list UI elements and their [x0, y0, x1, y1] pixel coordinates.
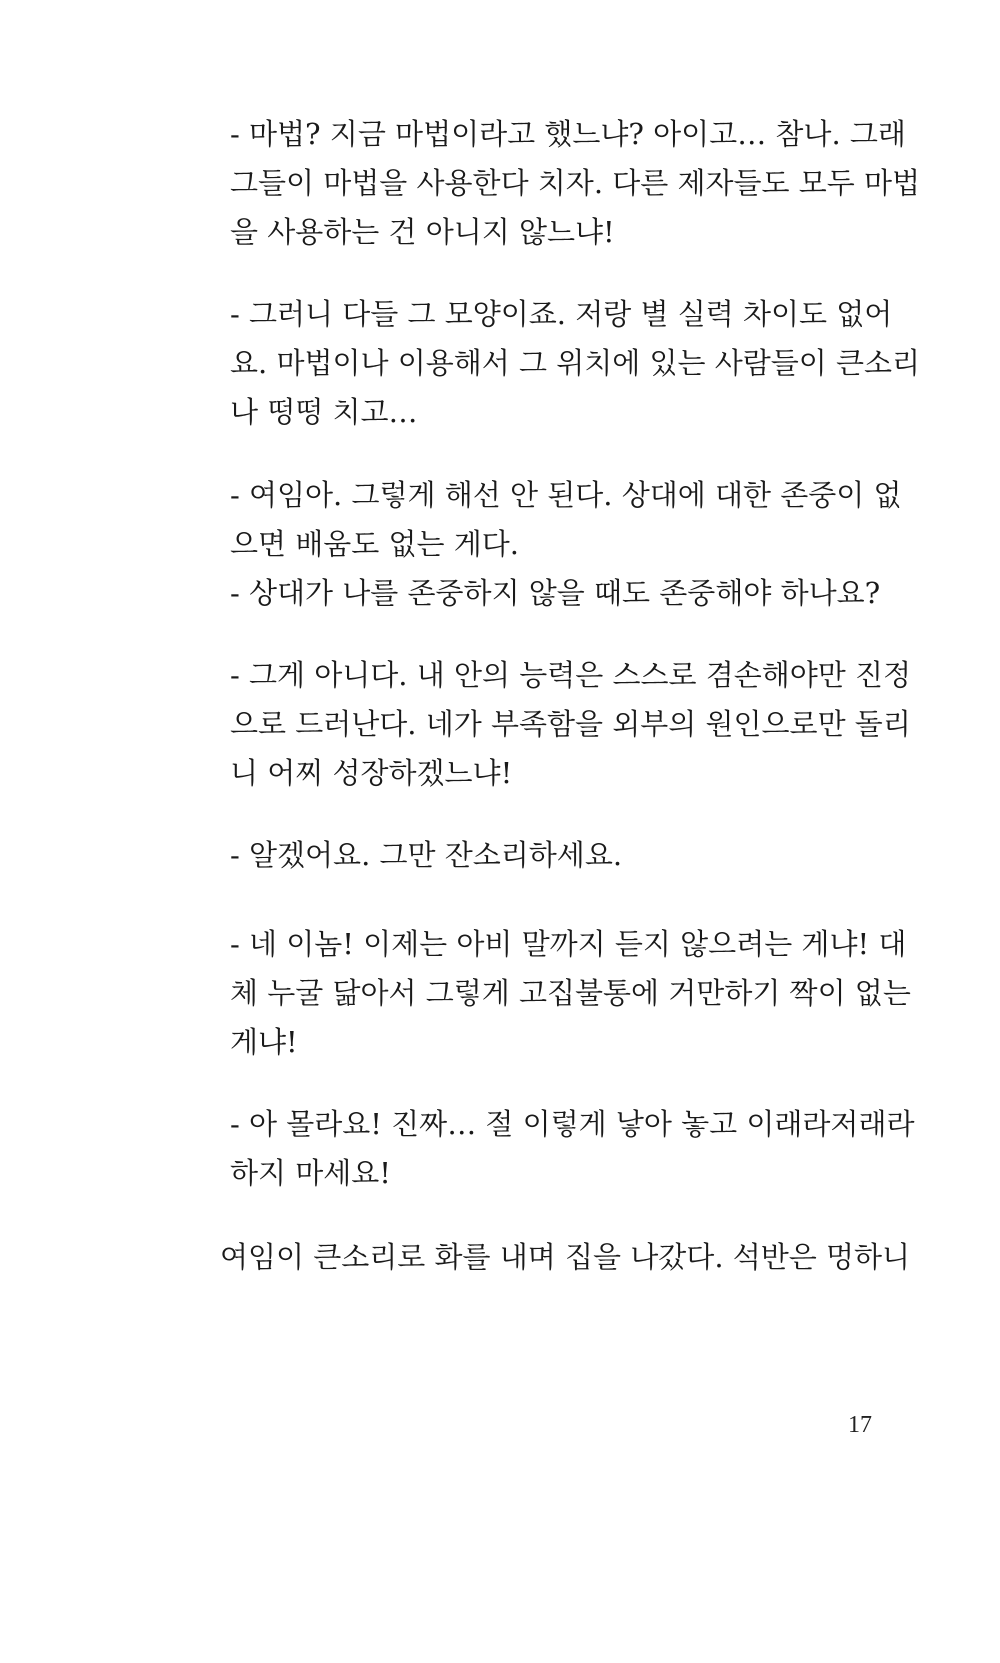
text-line: - 아 몰라요! 진짜… 절 이렇게 낳아 놓고 이래라저래라 — [230, 1107, 915, 1141]
paragraph-3 — [230, 471, 902, 618]
text-line: 나 떵떵 치고… — [230, 395, 418, 429]
paragraph-5 — [230, 831, 870, 880]
text-line: - 알겠어요. 그만 잔소리하세요. — [230, 838, 623, 872]
text-line: 하지 마세요! — [230, 1156, 391, 1190]
paragraph-8 — [220, 1233, 911, 1282]
paragraph-1 — [230, 110, 921, 257]
text-line: 여임이 큰소리로 화를 내며 집을 나갔다. 석반은 멍하니 — [220, 1240, 911, 1274]
text-line: - 네 이놈! 이제는 아비 말까지 듣지 않으려는 게냐! 대 — [230, 927, 907, 961]
paragraph-2 — [230, 290, 921, 437]
text-line: - 그게 아니다. 내 안의 능력은 스스로 겸손해야만 진정 — [230, 658, 912, 692]
text-line: 니 어찌 성장하겠느냐! — [230, 756, 513, 790]
text-line: - 마법? 지금 마법이라고 했느냐? 아이고… 참나. 그래 — [230, 117, 906, 151]
text-line: - 여임아. 그렇게 해선 안 된다. 상대에 대한 존중이 없 — [230, 478, 902, 512]
text-line: 으로 드러난다. 네가 부족함을 외부의 원인으로만 돌리 — [230, 707, 911, 741]
paragraph-4 — [230, 651, 912, 798]
text-line: - 그러니 다들 그 모양이죠. 저랑 별 실력 차이도 없어 — [230, 297, 893, 331]
text-line: 체 누굴 닮아서 그렇게 고집불통에 거만하기 짝이 없는 — [230, 976, 911, 1010]
text-line: 게냐! — [230, 1025, 298, 1059]
text-line: 요. 마법이나 이용해서 그 위치에 있는 사람들이 큰소리 — [230, 346, 921, 380]
paragraph-6 — [230, 920, 911, 1067]
text-line: 그들이 마법을 사용한다 치자. 다른 제자들도 모두 마법 — [230, 166, 921, 200]
text-line: 으면 배움도 없는 게다. — [230, 527, 519, 561]
text-line: 을 사용하는 건 아니지 않느냐! — [230, 215, 615, 249]
text-line: - 상대가 나를 존중하지 않을 때도 존중해야 하나요? — [230, 576, 881, 610]
paragraph-7 — [230, 1100, 915, 1198]
page-number: 17 — [848, 1412, 872, 1438]
